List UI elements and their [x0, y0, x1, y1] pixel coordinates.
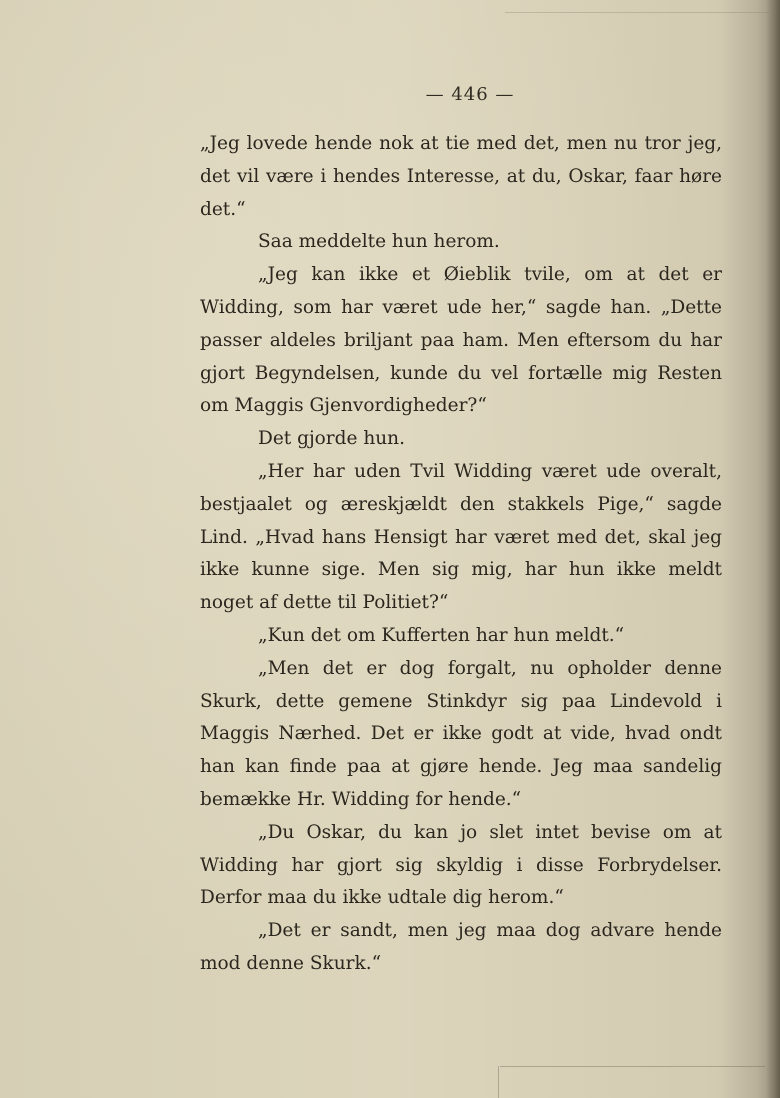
- paragraph-7: „Men det er dog forgalt, nu opholder denne Skurk, dette gemene Stinkdyr sig paa Lindevold i Maggis Nærhed. Det er ikke godt at vide, hvad ondt han kan finde paa at gjøre hende. Jeg maa sandelig bemække Hr. Widding for hende.“: [200, 657, 722, 810]
- paragraph-6: „Kun det om Kufferten har hun meldt.“: [258, 624, 625, 646]
- paragraph-9: „Det er sandt, men jeg maa dog advare hende mod denne Skurk.“: [200, 920, 722, 974]
- page-edge-shadow: [766, 0, 780, 1098]
- paragraph-2: Saa meddelte hun herom.: [258, 231, 500, 253]
- paragraph-4: Det gjorde hun.: [258, 428, 405, 450]
- body-text: [200, 128, 722, 981]
- page-fold-line: [500, 1066, 765, 1067]
- paragraph-1: „Jeg lovede hende nok at tie med det, men nu tror jeg, det vil være i hendes Interesse, at du, Oskar, faar høre det.“: [200, 133, 722, 220]
- paragraph-8: „Du Oskar, du kan jo slet intet bevise om at Widding har gjort sig skyldig i disse Forbrydelser. Derfor maa du ikke udtale dig herom.“: [200, 821, 722, 909]
- page-number: — 446 —: [425, 84, 515, 105]
- page-fold-tick: [498, 1066, 499, 1098]
- page-top-crease: [505, 0, 770, 13]
- paragraph-5: „Her har uden Tvil Widding været ude overalt, bestjaalet og æreskjældt den stakkels Pige,“ sagde Lind. „Hvad hans Hensigt har været med det, skal jeg ikke kunne sige. Men sig mig, har hun ikke meldt noget af dette til Politiet?“: [200, 460, 722, 614]
- paragraph-3: „Jeg kan ikke et Øieblik tvile, om at det er Widding, som har været ude her,“ sagde han. „Dette passer aldeles briljant paa ham. Men eftersom du har gjort Begyndelsen, kunde du vel fortælle mig Resten om Maggis Gjenvordigheder?“: [200, 264, 722, 417]
